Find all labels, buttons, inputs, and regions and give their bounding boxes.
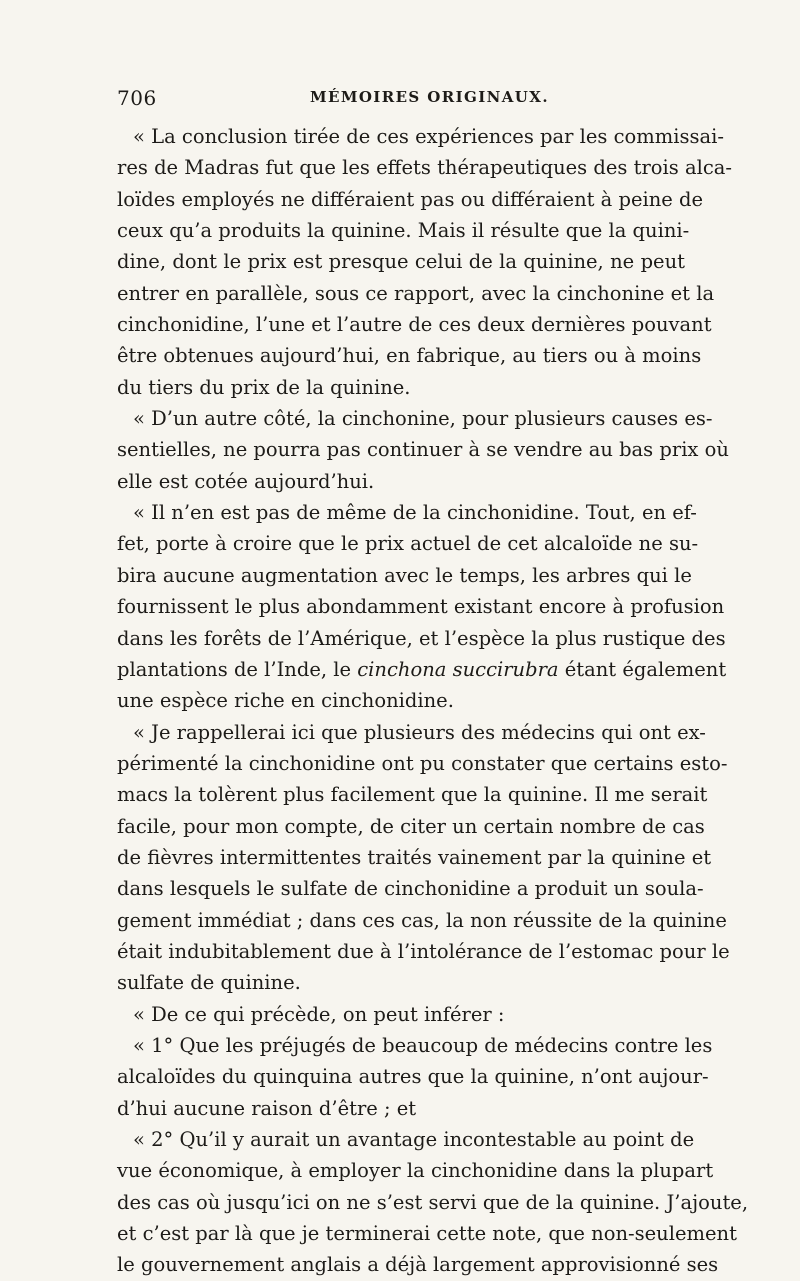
text-line: était indubitablement due à l’intolérance de l’estomac pour le [117, 939, 730, 963]
text-line: « La conclusion tirée de ces expériences par les commissai- [133, 125, 724, 148]
text-line: cinchonidine, l’une et l’autre de ces deux dernières pouvant [117, 313, 712, 337]
text-line: dans les forêts de l’Amérique, et l’espèce la plus rustique des [117, 626, 726, 650]
text-line: loïdes employés ne différaient pas ou différaient à peine de [117, 187, 704, 211]
text-line: « Je rappellerai ici que plusieurs des médecins qui ont ex- [133, 720, 706, 744]
text-fragment: étant également [564, 657, 727, 681]
text-line: fournissent le plus abondamment existant encore à profusion [117, 595, 725, 619]
text-line: fet, porte à croire que le prix actuel de cet alcaloïde ne su- [117, 532, 699, 556]
text-line: des cas où jusqu’ici on ne s’est servi que de la quinine. J’ajoute, [117, 1190, 749, 1214]
page-header [117, 86, 687, 116]
text-line: « D’un autre côté, la cinchonine, pour plusieurs causes es- [133, 407, 713, 431]
text-line: alcaloïdes du quinquina autres que la quinine, n’ont aujour- [117, 1065, 709, 1089]
text-line: d’hui aucune raison d’être ; et [117, 1096, 417, 1120]
text-line: dine, dont le prix est presque celui de la quinine, ne peut [117, 250, 685, 274]
text-line: sulfate de quinine. [117, 971, 301, 995]
text-line-mixed [117, 654, 727, 685]
text-line: « Il n’en est pas de même de la cinchonidine. Tout, en ef- [133, 501, 697, 525]
running-title: MÉMOIRES ORIGINAUX. [310, 88, 549, 106]
text-line: périmenté la cinchonidine ont pu constater que certains esto- [117, 751, 728, 775]
text-line: le gouvernement anglais a déjà largement approvisionné ses [117, 1253, 719, 1277]
text-line: être obtenues aujourd’hui, en fabrique, au tiers ou à moins [117, 344, 702, 368]
text-line: dans lesquels le sulfate de cinchonidine a produit un soula- [117, 877, 704, 901]
text-line: gement immédiat ; dans ces cas, la non réussite de la quinine [117, 908, 727, 932]
text-line: vue économique, à employer la cinchonidine dans la plupart [117, 1159, 714, 1183]
text-line: elle est cotée aujourd’hui. [117, 469, 375, 493]
text-line: bira aucune augmentation avec le temps, les arbres qui le [117, 563, 692, 587]
text-line: du tiers du prix de la quinine. [117, 375, 411, 399]
text-fragment: plantations de l’Inde, le [117, 657, 352, 681]
text-line: « 2° Qu’il y aurait un avantage incontestable au point de [133, 1128, 695, 1151]
text-line: « De ce qui précède, on peut inférer : [133, 1002, 505, 1026]
text-line: res de Madras fut que les effets thérapeutiques des trois alca- [117, 156, 732, 180]
text-line: de fièvres intermittentes traités vainement par la quinine et [117, 845, 712, 869]
body-text [117, 121, 749, 1281]
page-number: 706 [117, 86, 157, 110]
text-line: et c’est par là que je terminerai cette note, que non-seulement [117, 1222, 737, 1246]
text-line: sentielles, ne pourra pas continuer à se vendre au bas prix où [117, 438, 729, 462]
text-line: une espèce riche en cinchonidine. [117, 689, 454, 713]
text-line: macs la tolèrent plus facilement que la quinine. Il me serait [117, 783, 708, 807]
text-line: entrer en parallèle, sous ce rapport, avec la cinchonine et la [117, 281, 715, 305]
species-name: cinchona succirubra [357, 657, 559, 681]
text-line: facile, pour mon compte, de citer un certain nombre de cas [117, 814, 705, 838]
text-line: « 1° Que les préjugés de beaucoup de médecins contre les [133, 1033, 713, 1057]
text-line: ceux qu’a produits la quinine. Mais il résulte que la quini- [117, 219, 690, 243]
